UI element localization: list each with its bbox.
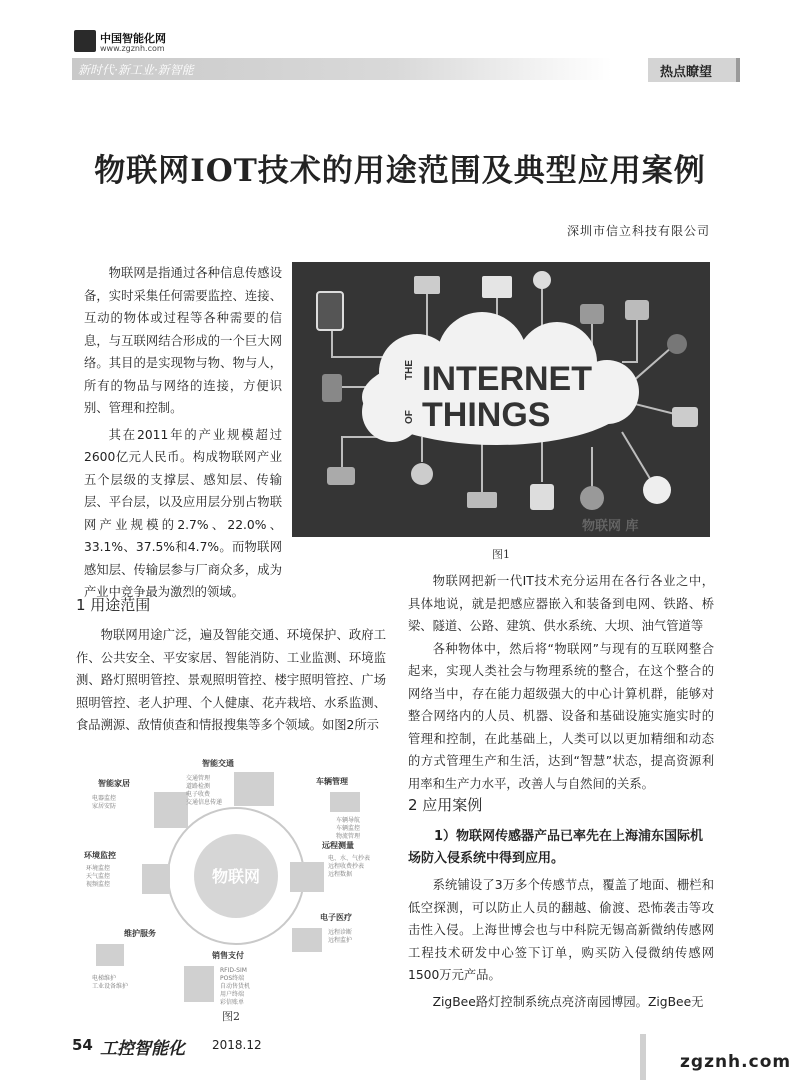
issue-date: 2018.12 (212, 1038, 262, 1052)
node-desc-maintenance: 电梯维护工业设备维护 (92, 975, 129, 990)
footer-bar (640, 1034, 646, 1080)
right-paragraph-2: 各种物体中，然后将“物联网”与现有的互联网整合起来，实现人类社会与物理系统的整合，在这个整合的网络当中，存在能力超级强大的中心计算机群，能够对整合网络内的人员、机器、设备和基础设施实施实时的管理和控制，在此基础上，人类可以以更加精细和动态的方式管理生产和生活，达到“智慧”状态，提高资源利用率和生产力水平，改善人与自然间的关系。 (408, 641, 714, 791)
node-title-vehicle: 车辆管理 (316, 777, 348, 786)
case-1-heading: 1）物联网传感器产品已率先在上海浦东国际机场防入侵系统中得到应用。 (408, 829, 704, 866)
logo-url: www.zgznh.com (100, 44, 165, 53)
figure-2-caption: 图2 (222, 1010, 240, 1023)
magazine-name: 工控智能化 (100, 1039, 185, 1059)
node-desc-metering: 电、水、气抄表远程收费抄表远程数据 (328, 855, 371, 878)
iot-word-of: OF (404, 410, 415, 424)
node-desc-environment: 环境监控天气监控视频监控 (86, 865, 111, 888)
node-title-home: 智能家居 (98, 779, 130, 788)
slogan: 新时代·新工业·新智能 (78, 63, 194, 77)
iot-illustration (292, 262, 710, 537)
node-title-traffic: 智能交通 (202, 759, 234, 768)
figure-1-caption: 图1 (492, 548, 510, 561)
right-paragraph-1: 物联网把新一代IT技术充分运用在各行各业之中，具体地说，就是把感应器嵌入和装备到电网、铁路、桥梁、隧道、公路、建筑、供水系统、大坝、油气管道等 (408, 574, 714, 633)
intro-block (84, 262, 282, 604)
iot-word-the: THE (404, 360, 415, 380)
logo-name: 中国智能化网 (100, 32, 166, 45)
logo-icon (74, 30, 96, 52)
section-1-paragraph: 物联网用途广泛，遍及智能交通、环境保护、政府工作、公共安全、平安家居、智能消防、工业监测、环境监测、路灯照明管控、景观照明管控、楼宇照明管控、广场照明管控、老人护理、个人健康、花卉栽培、水系监测、食品溯源、敌情侦查和情报搜集等多个领域。如图2所示 (76, 628, 386, 732)
diagram-center-label: 物联网 (211, 867, 261, 886)
intro-paragraph-1: 物联网是指通过各种信息传感设备，实时采集任何需要监控、连接、互动的物体或过程等各种需要的信息，与互联网结合形成的一个巨大网络。其目的是实现物与物、物与人，所有的物品与网络的连接，方便识别、管理和控制。 (84, 266, 282, 415)
iot-applications-diagram (84, 758, 384, 1008)
figure-1-watermark: 物联网 库 (582, 519, 639, 534)
iot-word-things: THINGS (422, 396, 551, 434)
section-1-heading: 1 用途范围 (76, 596, 151, 614)
node-title-environment: 环境监控 (84, 851, 116, 860)
node-desc-payment: RFID-SIM POS终端自动售货机用户终端彩信账单 (220, 967, 251, 1006)
section-tag: 热点瞭望 (660, 65, 713, 80)
section-2-heading: 2 应用案例 (408, 796, 483, 814)
figure-1-iot-image (292, 262, 710, 537)
page-number: 54 (72, 1036, 93, 1054)
node-desc-home: 电器监控家居安防 (92, 795, 117, 810)
node-title-maintenance: 维护服务 (124, 929, 156, 938)
node-desc-medical: 远程诊断远程监护 (328, 929, 353, 944)
iot-word-internet: INTERNET (422, 360, 592, 398)
node-desc-traffic: 交通管理道路检测电子收费交通信息传递 (186, 775, 223, 806)
case-2-paragraph-start: ZigBee路灯控制系统点亮济南园博园。ZigBee无 (432, 994, 704, 1009)
article-author: 深圳市信立科技有限公司 (566, 224, 710, 238)
site-watermark: zgznh.com (680, 1052, 792, 1072)
right-column-body (408, 570, 714, 795)
node-title-payment: 销售支付 (212, 951, 244, 960)
section-2-body (408, 826, 714, 1013)
section-1-body (76, 624, 386, 737)
case-1-paragraph: 系统铺设了3万多个传感节点，覆盖了地面、栅栏和低空探测，可以防止人员的翻越、偷渡、恐怖袭击等攻击性入侵。上海世博会也与中科院无锡高新微纳传感网工程技术研发中心签下订单，购买防入侵微纳传感网1500万元产品。 (408, 878, 714, 982)
intro-paragraph-2: 其在2011年的产业规模超过2600亿元人民币。构成物联网产业五个层级的支撑层、感知层、传输层、平台层，以及应用层分别占物联网产业规模的2.7%、22.0%、33.1%、37.5%和4.7%。而物联网感知层、传输层参与厂商众多，成为产业中竞争最为激烈的领域。 (84, 427, 282, 599)
figure-2-iot-applications (84, 758, 384, 1008)
section-tag-edge (736, 58, 740, 82)
article-title: 物联网IOT技术的用途范围及典型应用案例 (94, 153, 706, 189)
node-title-metering: 远程测量 (322, 841, 354, 850)
node-desc-vehicle: 车辆导航车辆监控物流管理 (336, 817, 361, 840)
node-title-medical: 电子医疗 (320, 913, 352, 922)
